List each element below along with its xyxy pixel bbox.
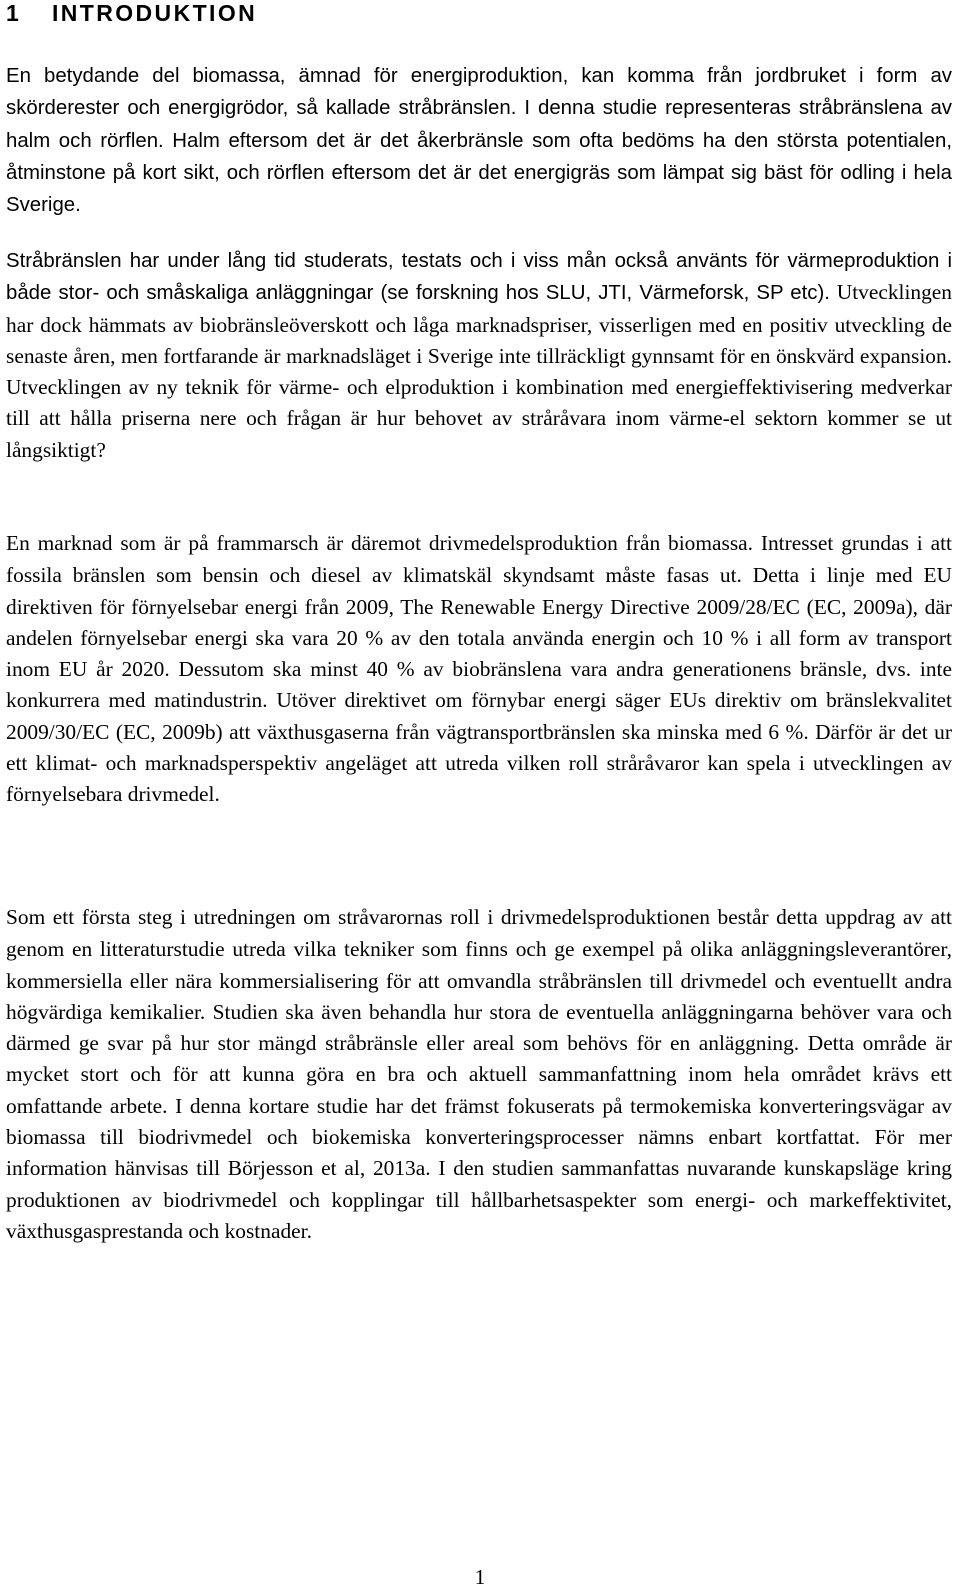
section-title: INTRODUKTION	[52, 0, 258, 26]
paragraph-intro	[6, 60, 952, 221]
paragraph-text-serif: Som ett första steg i utredningen om stråvarornas roll i drivmedelsproduktionen består detta uppdrag av att genom en litteraturstudie utreda vilka tekniker som finns och ge exempel på olika anläggningsleverantörer, kommersiella eller nära kommersialisering för att omvandla stråbränslen till drivmedel och eventuellt andra högvärdiga kemikalier. Studien ska även behandla hur stora de eventuella anläggningarna behöver vara och därmed ge svar på hur stor mängd stråbränsle eller areal som behövs för en anläggning. Detta område är mycket stort och för att kunna göra en bra och aktuell sammanfattning inom hela området krävs ett omfattande arbete. I denna kortare studie har det främst fokuserats på termokemiska konverteringsvägar av biomassa till biodrivmedel och biokemiska konverteringsprocesser nämns enbart kortfattat. För mer information hänvisas till Börjesson et al, 2013a. I den studien sammanfattas nuvarande kunskapsläge kring produktionen av biodrivmedel och kopplingar till hållbarhetsaspekter som energi- och markeffektivitet, växthusgasprestanda och kostnader.	[6, 905, 952, 1243]
section-number: 1	[6, 0, 22, 26]
paragraph-text-sans: Stråbränslen har under lång tid studerats, testats och i viss mån också använts för värmeproduktion i både stor- och småskaliga anläggningar (se forskning hos SLU, JTI, Värmeforsk, SP etc).	[6, 250, 952, 305]
paragraph-text-serif: Utvecklingen har dock hämmats av biobränsleöverskott och låga marknadspriser, visserligen med en positiv utveckling de senaste åren, men fortfarande är marknadsläget i Sverige inte tillräckligt gynnsamt för en önskvärd expansion. Utvecklingen av ny teknik för värme- och elproduktion i kombination med energieffektivisering medverkar till att hålla priserna nere och frågan är hur behovet av stråråvara inom värme-el sektorn kommer se ut långsiktigt?	[6, 280, 952, 462]
page-number: 1	[474, 1565, 486, 1589]
paragraph-text-serif: En marknad som är på frammarsch är däremot drivmedelsproduktion från biomassa. Intresset grundas i att fossila bränslen som bensin och diesel av klimatskäl skyndsamt måste fasas ut. Detta i linje med EU direktiven för förnyelsebar energi från 2009, The Renewable Energy Directive 2009/28/EC (EC, 2009a), där andelen förnyelsebar energi ska vara 20 % av den totala använda energin och 10 % i all form av transport inom EU år 2020. Dessutom ska minst 40 % av biobränslena vara andra generationens bränsle, dvs. inte konkurrera med matindustrin. Utöver direktivet om förnybar energi säger EUs direktiv om bränslekvalitet 2009/30/EC (EC, 2009b) att växthusgaserna från vägtransportbränslen ska minska med 6 %. Därför är det ur ett klimat- och marknadsperspektiv angeläget att utreda vilken roll stråråvaror kan spela i utvecklingen av förnyelsebara drivmedel.	[6, 531, 952, 807]
paragraph-uppdrag	[6, 902, 952, 1247]
paragraph-marknad	[6, 528, 952, 811]
paragraph-strabranslen	[6, 245, 952, 466]
paragraph-text-sans: En betydande del biomassa, ämnad för energiproduktion, kan komma från jordbruket i form av skörderester och energigrödor, så kallade stråbränslen. I denna studie representeras stråbränslena av halm och rörflen. Halm eftersom det är det åkerbränsle som ofta bedöms ha den största potentialen, åtminstone på kort sikt, och rörflen eftersom det är det energigräs som lämpat sig bäst för odling i hela Sverige.	[6, 65, 952, 217]
section-heading	[6, 0, 257, 26]
